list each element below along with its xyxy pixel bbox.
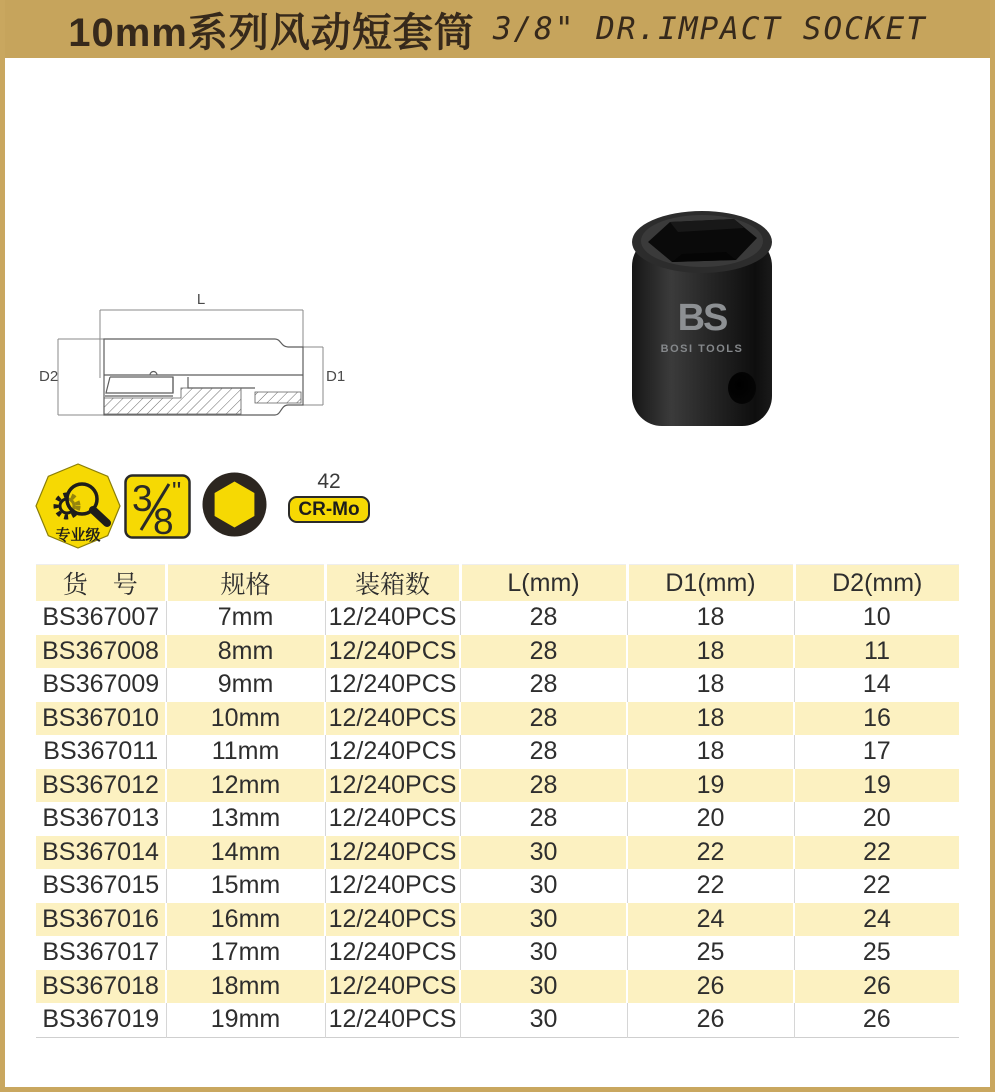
material-label: CR-Mo: [288, 496, 370, 523]
cell-pack-qty: 12/240PCS: [325, 903, 460, 937]
cell-pack-qty: 12/240PCS: [325, 802, 460, 836]
spec-table-body: [36, 601, 959, 1037]
cell-part-no: BS367012: [36, 769, 166, 803]
cell-d2-mm: 19: [794, 769, 959, 803]
cell-d2-mm: 10: [794, 601, 959, 635]
product-photo-socket: [626, 202, 778, 432]
cell-spec: 11mm: [166, 735, 325, 769]
drive-size-badge: [124, 474, 191, 539]
cell-l-mm: 30: [460, 1003, 627, 1037]
cell-pack-qty: 12/240PCS: [325, 601, 460, 635]
cell-d2-mm: 11: [794, 635, 959, 669]
cell-d1-mm: 18: [627, 702, 794, 736]
table-row: [36, 802, 959, 836]
cell-part-no: BS367014: [36, 836, 166, 870]
cell-l-mm: 30: [460, 903, 627, 937]
d1-dim-label: D1: [326, 368, 346, 385]
cell-l-mm: 28: [460, 601, 627, 635]
cell-pack-qty: 12/240PCS: [325, 836, 460, 870]
cell-l-mm: 30: [460, 869, 627, 903]
cell-pack-qty: 12/240PCS: [325, 869, 460, 903]
cell-spec: 19mm: [166, 1003, 325, 1037]
cell-d1-mm: 26: [627, 1003, 794, 1037]
cell-d1-mm: 26: [627, 970, 794, 1004]
fraction-numerator: 3: [132, 478, 153, 519]
cell-d1-mm: 22: [627, 836, 794, 870]
cell-pack-qty: 12/240PCS: [325, 702, 460, 736]
cell-spec: 10mm: [166, 702, 325, 736]
cell-d2-mm: 24: [794, 903, 959, 937]
cell-l-mm: 30: [460, 836, 627, 870]
table-row: [36, 1003, 959, 1037]
cell-pack-qty: 12/240PCS: [325, 735, 460, 769]
brand-text: BOSI TOOLS: [660, 343, 744, 355]
table-row: [36, 836, 959, 870]
page-title-chinese: 10mm系列风动短套筒: [68, 10, 475, 55]
cell-l-mm: 30: [460, 970, 627, 1004]
cell-spec: 16mm: [166, 903, 325, 937]
cell-spec: 9mm: [166, 668, 325, 702]
cell-l-mm: 28: [460, 735, 627, 769]
cell-part-no: BS367007: [36, 601, 166, 635]
inch-prime-mark: ": [172, 476, 182, 506]
professional-grade-badge: [34, 462, 122, 550]
cell-spec: 8mm: [166, 635, 325, 669]
table-row: [36, 903, 959, 937]
table-row: [36, 769, 959, 803]
d2-dim-label: D2: [39, 368, 59, 385]
pin-hole: [728, 372, 756, 404]
length-dim-label: L: [196, 291, 206, 308]
col-header-spec: 规格: [166, 565, 325, 602]
fraction-denominator: 8: [153, 501, 174, 539]
cell-l-mm: 28: [460, 702, 627, 736]
cell-spec: 14mm: [166, 836, 325, 870]
cell-part-no: BS367010: [36, 702, 166, 736]
cell-spec: 12mm: [166, 769, 325, 803]
col-header-pack-qty: 装箱数: [325, 565, 460, 602]
cell-d2-mm: 25: [794, 936, 959, 970]
cell-l-mm: 28: [460, 635, 627, 669]
cell-d2-mm: 16: [794, 702, 959, 736]
cell-part-no: BS367017: [36, 936, 166, 970]
cell-part-no: BS367011: [36, 735, 166, 769]
cell-part-no: BS367019: [36, 1003, 166, 1037]
col-header-d1-mm: D1(mm): [627, 565, 794, 602]
table-row: [36, 970, 959, 1004]
cell-part-no: BS367008: [36, 635, 166, 669]
col-header-d2-mm: D2(mm): [794, 565, 959, 602]
material-badge: [288, 470, 370, 523]
cell-l-mm: 28: [460, 802, 627, 836]
cell-part-no: BS367015: [36, 869, 166, 903]
cell-pack-qty: 12/240PCS: [325, 769, 460, 803]
page-title-english: 3/8" DR.IMPACT SOCKET: [492, 11, 927, 47]
socket-dimension-drawing: [38, 285, 360, 421]
cell-d2-mm: 20: [794, 802, 959, 836]
title-band: [0, 0, 995, 58]
cell-d1-mm: 24: [627, 903, 794, 937]
grade-label: 专业级: [55, 527, 101, 544]
cell-l-mm: 28: [460, 668, 627, 702]
cell-d2-mm: 22: [794, 869, 959, 903]
cell-d1-mm: 25: [627, 936, 794, 970]
table-row: [36, 635, 959, 669]
cell-pack-qty: 12/240PCS: [325, 970, 460, 1004]
col-header-part-no: 货 号: [36, 565, 166, 602]
table-row: [36, 702, 959, 736]
cell-l-mm: 30: [460, 936, 627, 970]
cell-d2-mm: 26: [794, 970, 959, 1004]
cell-d1-mm: 18: [627, 735, 794, 769]
cell-d2-mm: 26: [794, 1003, 959, 1037]
cell-d1-mm: 19: [627, 769, 794, 803]
cell-d2-mm: 17: [794, 735, 959, 769]
table-row: [36, 601, 959, 635]
table-row: [36, 869, 959, 903]
cell-d2-mm: 22: [794, 836, 959, 870]
table-row: [36, 668, 959, 702]
section-hatching: [104, 388, 301, 414]
cell-l-mm: 28: [460, 769, 627, 803]
spec-table: [36, 564, 959, 1038]
cell-spec: 18mm: [166, 970, 325, 1004]
cell-part-no: BS367009: [36, 668, 166, 702]
material-number: 42: [317, 470, 341, 493]
cell-part-no: BS367018: [36, 970, 166, 1004]
cell-part-no: BS367013: [36, 802, 166, 836]
table-row: [36, 936, 959, 970]
hex-socket-badge: [202, 472, 267, 537]
cell-pack-qty: 12/240PCS: [325, 1003, 460, 1037]
table-header-row: [36, 565, 959, 602]
cell-pack-qty: 12/240PCS: [325, 668, 460, 702]
cell-part-no: BS367016: [36, 903, 166, 937]
cell-d1-mm: 18: [627, 601, 794, 635]
col-header-l-mm: L(mm): [460, 565, 627, 602]
cell-pack-qty: 12/240PCS: [325, 936, 460, 970]
cell-spec: 7mm: [166, 601, 325, 635]
bosi-logo: BS: [677, 297, 727, 339]
cell-spec: 17mm: [166, 936, 325, 970]
cell-d1-mm: 20: [627, 802, 794, 836]
cell-d1-mm: 18: [627, 635, 794, 669]
cell-d2-mm: 14: [794, 668, 959, 702]
cell-spec: 13mm: [166, 802, 325, 836]
cell-pack-qty: 12/240PCS: [325, 635, 460, 669]
cell-spec: 15mm: [166, 869, 325, 903]
cell-d1-mm: 18: [627, 668, 794, 702]
cell-d1-mm: 22: [627, 869, 794, 903]
table-row: [36, 735, 959, 769]
